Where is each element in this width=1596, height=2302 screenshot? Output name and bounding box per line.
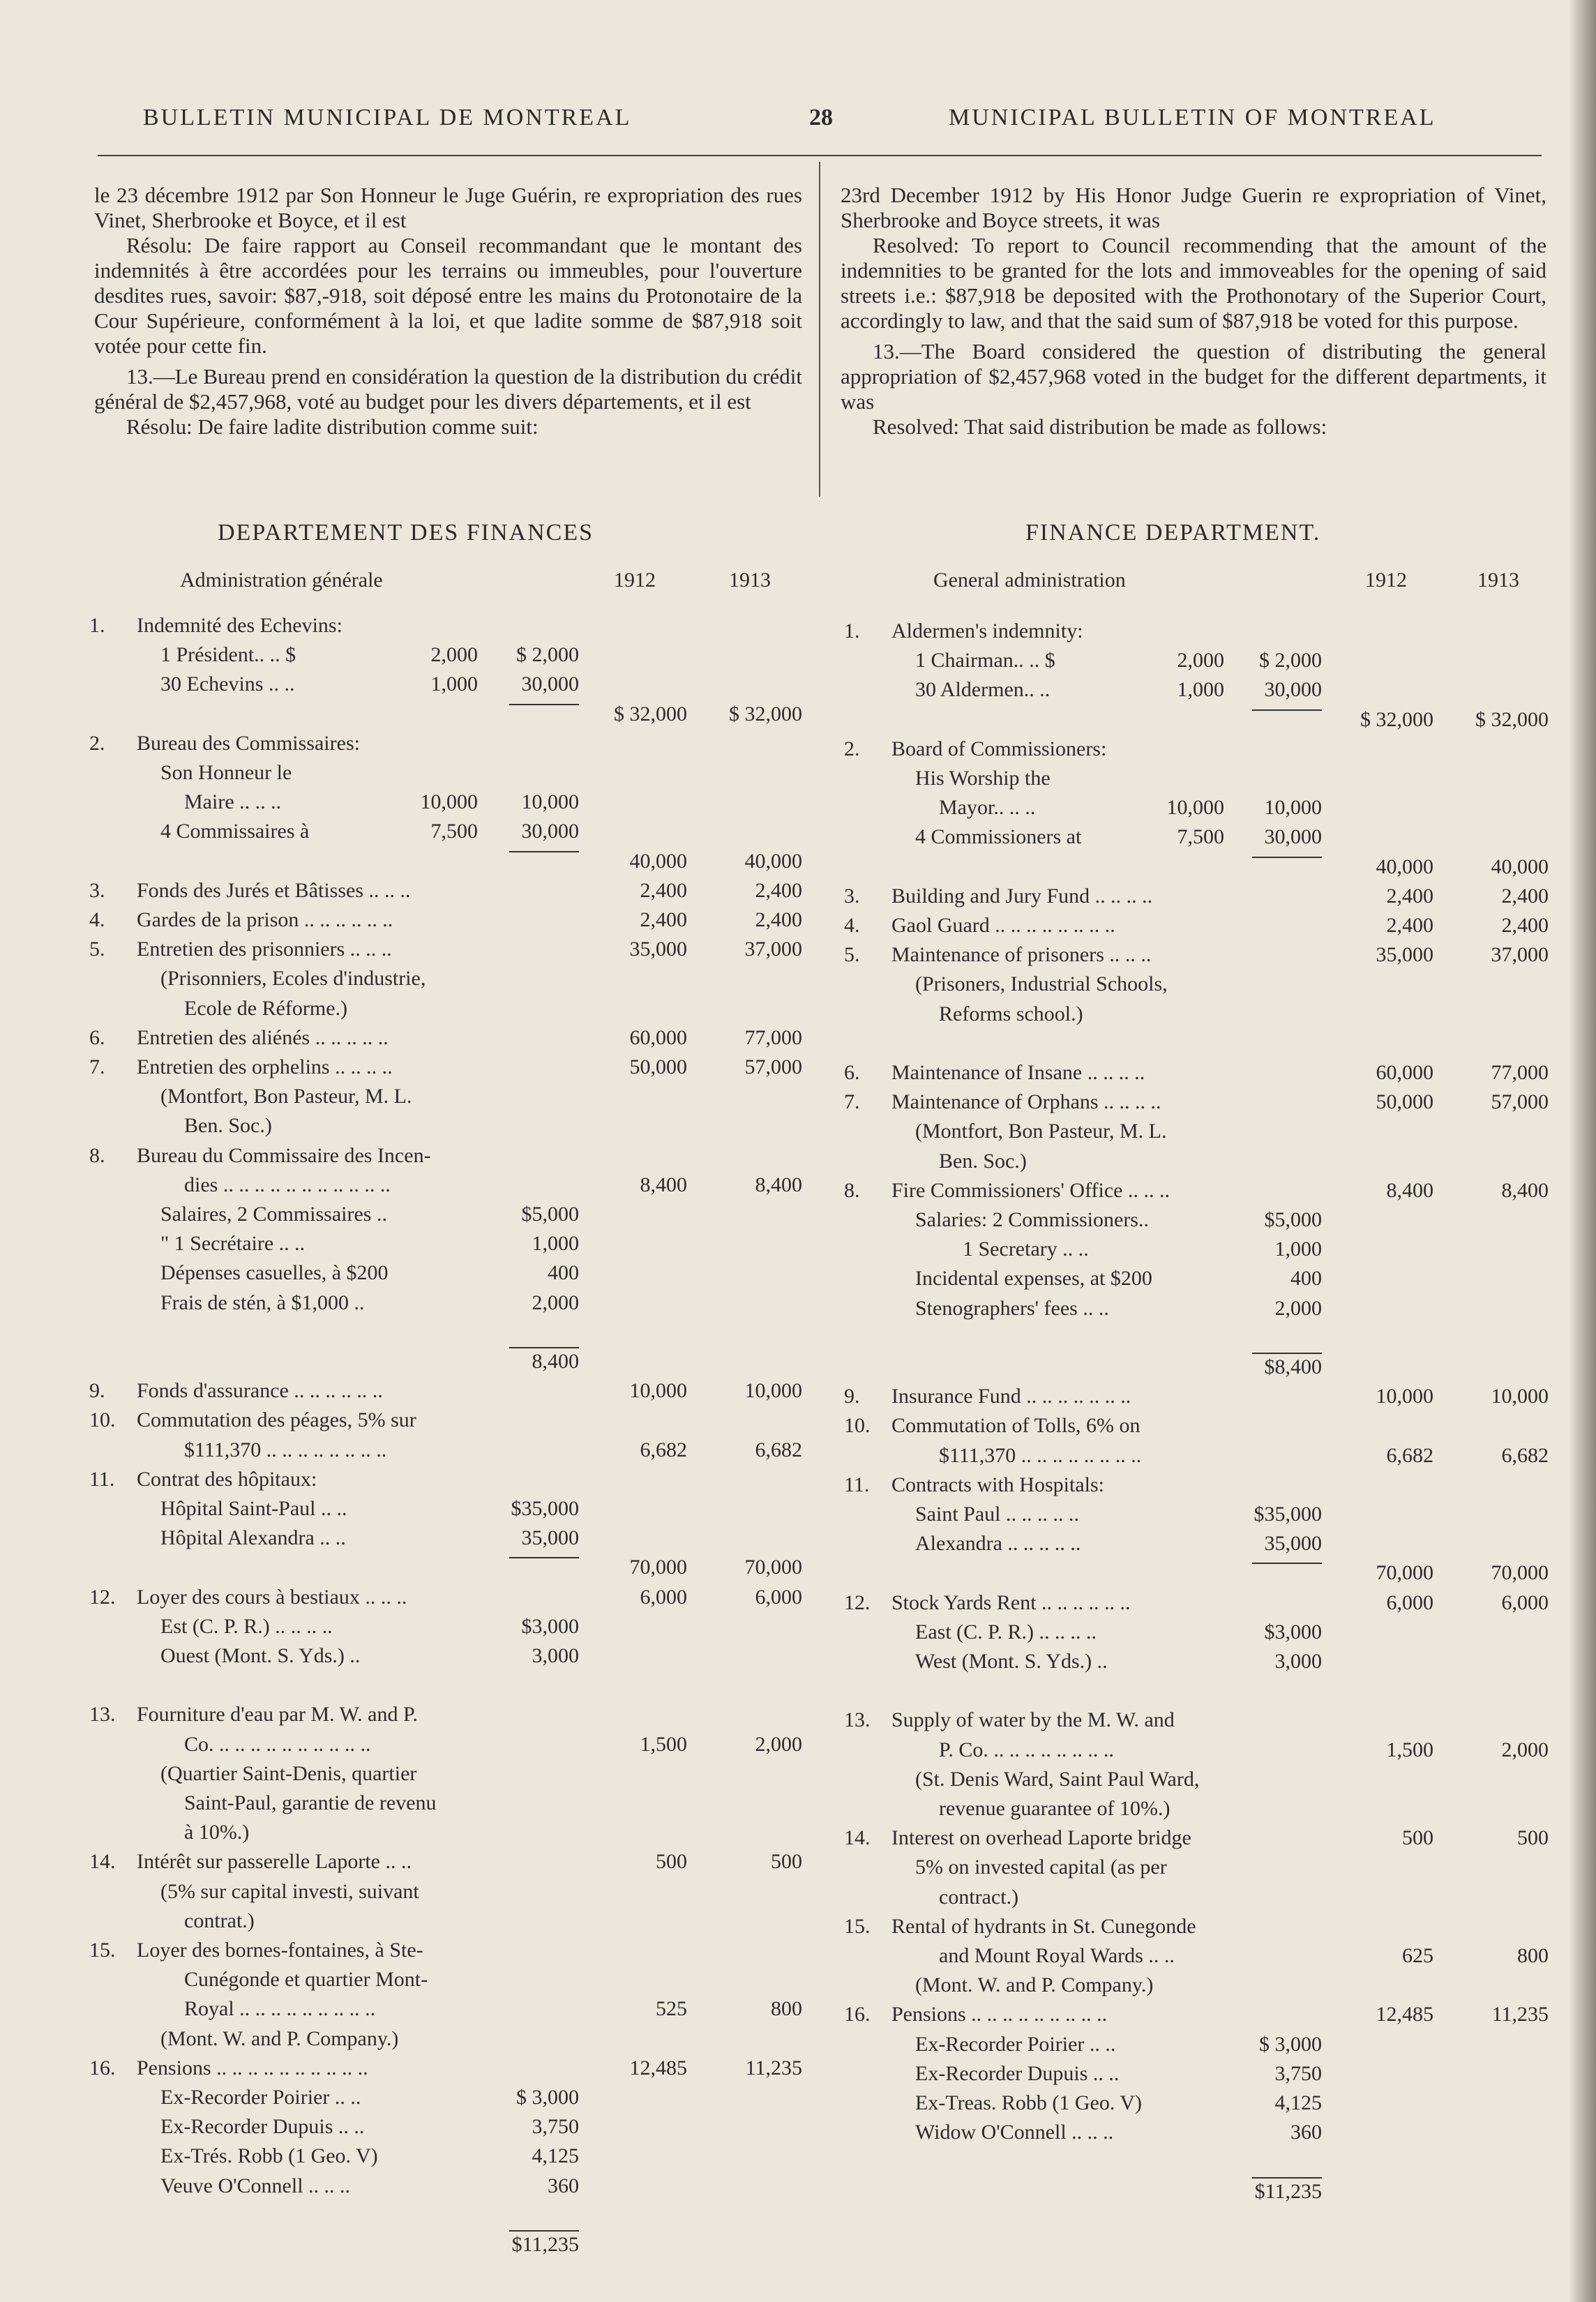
amount-1912: 12,485 [629, 2056, 687, 2079]
item-label: Maire .. .. .. [184, 790, 282, 814]
item-number: 11. [89, 1467, 115, 1491]
subtotal-value: 1,000 [1274, 1237, 1322, 1261]
item-label: Aldermen's indemnity: [891, 619, 1083, 642]
item-label: $111,370 .. .. .. .. .. .. .. .. [939, 1443, 1142, 1467]
item-label: Contrat des hôpitaux: [137, 1467, 317, 1491]
subtotal-value: 2,000 [532, 1291, 579, 1314]
item-number: 1. [844, 619, 860, 642]
item-number: 6. [89, 1025, 105, 1049]
amount-1913: 40,000 [1491, 855, 1549, 878]
item-number: 8. [89, 1143, 105, 1167]
item-label: Mayor.. .. .. [939, 796, 1036, 820]
item-number: 2. [89, 731, 105, 755]
item-label: Stock Yards Rent .. .. .. .. .. .. [891, 1590, 1131, 1614]
item-label: Board of Commissioners: [891, 737, 1107, 760]
item-label: Intérêt sur passerelle Laporte .. .. [137, 1850, 412, 1874]
item-label: (Mont. W. and P. Company.) [915, 1973, 1154, 1997]
amount-1912: 70,000 [1376, 1561, 1433, 1585]
subtotal-value: $ 2,000 [516, 643, 579, 667]
item-label: " 1 Secrétaire .. .. [160, 1232, 306, 1256]
item-label: 1 Secretary .. .. [963, 1237, 1089, 1261]
page-number: 28 [809, 105, 833, 130]
subtotal-rule [509, 1347, 579, 1348]
item-label: Widow O'Connell .. .. .. [915, 2121, 1114, 2144]
item-label: Cunégonde et quartier Mont- [184, 1968, 428, 1992]
english-intro-p3: 13.—The Board considered the question of distributing the general appropriation of $2,457,968 voted in the budget for the different departments, it was [841, 339, 1546, 414]
item-label: Ex-Recorder Poirier .. .. [915, 2032, 1116, 2056]
item-label: Maintenance of Insane .. .. .. .. [891, 1061, 1145, 1084]
item-label: Ben. Soc.) [939, 1149, 1027, 1173]
subtotal-value: $ 3,000 [516, 2086, 579, 2109]
item-label: Ex-Recorder Dupuis .. .. [160, 2115, 365, 2139]
item-label: 4 Commissaires à [160, 820, 310, 843]
item-label: revenue guarantee of 10%.) [939, 1797, 1170, 1820]
item-label: Fire Commissioners' Office .. .. .. [891, 1178, 1170, 1202]
amount-1913: 2,400 [1501, 914, 1549, 937]
item-label: Ex-Treas. Robb (1 Geo. V) [915, 2091, 1142, 2114]
subtotal-rule [509, 704, 579, 705]
item-label: Interest on overhead Laporte bridge [891, 1826, 1191, 1850]
amount-1913: 37,000 [744, 938, 802, 961]
item-label: Ouest (Mont. S. Yds.) .. [160, 1644, 361, 1667]
item-number: 14. [89, 1850, 116, 1874]
french-section-title: DEPARTEMENT DES FINANCES [218, 520, 594, 546]
rate-value: 2,000 [1177, 649, 1224, 672]
subtotal-value: $11,235 [511, 2233, 579, 2256]
item-label: Reforms school.) [939, 1002, 1083, 1025]
item-label: (Prisoners, Industrial Schools, [915, 972, 1168, 996]
item-label: Ben. Soc.) [184, 1114, 272, 1138]
item-label: Building and Jury Fund .. .. .. .. [891, 884, 1153, 908]
english-intro [841, 183, 1546, 439]
item-label: Fonds d'assurance .. .. .. .. .. .. [137, 1379, 383, 1403]
amount-1913: 2,400 [755, 878, 802, 902]
item-label: Salaries: 2 Commissioners.. [915, 1208, 1149, 1231]
amount-1913: 8,400 [755, 1173, 802, 1196]
amount-1913: 6,682 [1501, 1443, 1549, 1467]
subtotal-rule [509, 1557, 579, 1558]
subtotal-rule [1252, 709, 1322, 711]
subtotal-value: 8,400 [532, 1350, 579, 1373]
french-intro-p2: Résolu: De faire rapport au Conseil recommandant que le montant des indemnités à être accordées pour les terrains ou immeubles, pour l'ouverture desdites rues, savoir: $87,-918, soit déposé entre les mains du Protonotaire de la Cour Supérieure, conformément à la loi, et que ladite somme de $87,918 soit votée pour cette fin. [94, 233, 802, 358]
amount-1912: 60,000 [1376, 1061, 1433, 1084]
amount-1912: 60,000 [629, 1025, 687, 1049]
item-label: contrat.) [184, 1909, 255, 1932]
item-label: Gaol Guard .. .. .. .. .. .. .. .. [891, 914, 1115, 937]
subtotal-value: 360 [548, 2174, 579, 2197]
french-year-1913: 1913 [729, 569, 771, 592]
amount-1912: 8,400 [640, 1173, 687, 1196]
subtotal-value: 30,000 [1264, 825, 1322, 849]
subtotal-rule [509, 851, 579, 852]
amount-1912: 50,000 [1376, 1090, 1433, 1114]
subtotal-value: 3,750 [1274, 2061, 1322, 2085]
item-number: 16. [89, 2056, 116, 2079]
subtotal-rule [1252, 1353, 1322, 1354]
english-column-title: General administration [933, 569, 1126, 592]
subtotal-value: 4,125 [1274, 2091, 1322, 2114]
amount-1913: 500 [1517, 1826, 1549, 1850]
amount-1912: 525 [656, 1997, 687, 2021]
item-label: Bureau des Commissaires: [137, 731, 360, 755]
rate-value: 1,000 [430, 672, 478, 696]
amount-1912: 1,500 [1386, 1738, 1433, 1761]
item-number: 3. [89, 878, 105, 902]
item-number: 15. [89, 1939, 116, 1962]
item-label: Hôpital Alexandra .. .. [160, 1526, 346, 1550]
rate-value: 1,000 [1177, 678, 1224, 702]
subtotal-rule [509, 2230, 579, 2232]
english-section-title: FINANCE DEPARTMENT. [1025, 520, 1321, 546]
item-number: 8. [844, 1178, 860, 1202]
amount-1912: 35,000 [629, 938, 687, 961]
amount-1913: 37,000 [1491, 943, 1549, 967]
subtotal-value: 1,000 [532, 1232, 579, 1256]
rate-value: 7,500 [430, 820, 478, 843]
amount-1913: 8,400 [1501, 1178, 1549, 1202]
subtotal-value: 400 [548, 1261, 579, 1285]
amount-1913: 2,400 [755, 908, 802, 931]
column-divider [819, 162, 820, 497]
item-number: 1. [89, 614, 105, 637]
item-label: Fonds des Jurés et Bâtisses .. .. .. [137, 878, 411, 902]
item-label: (Montfort, Bon Pasteur, M. L. [915, 1120, 1167, 1143]
item-label: Pensions .. .. .. .. .. .. .. .. .. [891, 2003, 1108, 2026]
item-number: 2. [844, 737, 860, 760]
amount-1912: 625 [1402, 1944, 1433, 1967]
rate-value: 10,000 [1166, 796, 1224, 820]
amount-1913: $ 32,000 [729, 702, 802, 725]
subtotal-value: 10,000 [521, 790, 579, 814]
item-label: (Prisonniers, Ecoles d'industrie, [160, 967, 426, 991]
english-intro-p1: 23rd December 1912 by His Honor Judge Guerin re expropriation of Vinet, Sherbrooke and Boyce streets, it was [841, 183, 1546, 232]
subtotal-value: 360 [1290, 2121, 1322, 2144]
item-number: 10. [844, 1414, 871, 1438]
item-number: 14. [844, 1826, 871, 1850]
amount-1912: 2,400 [1386, 914, 1433, 937]
subtotal-value: 400 [1290, 1267, 1322, 1291]
amount-1912: 70,000 [629, 1556, 687, 1579]
item-label: Entretien des orphelins .. .. .. .. [137, 1055, 393, 1078]
item-label: 30 Echevins .. .. [160, 672, 295, 696]
amount-1913: 10,000 [744, 1379, 802, 1403]
amount-1913: 2,000 [755, 1732, 802, 1756]
item-label: Ex-Trés. Robb (1 Geo. V) [160, 2144, 378, 2168]
subtotal-value: 35,000 [1264, 1532, 1322, 1556]
item-number: 9. [89, 1379, 105, 1403]
english-intro-p4: Resolved: That said distribution be made as follows: [873, 414, 1327, 439]
amount-1912: 2,400 [640, 908, 687, 931]
item-label: Loyer des bornes-fontaines, à Ste- [137, 1939, 423, 1962]
item-number: 5. [89, 938, 105, 961]
item-label: Commutation des péages, 5% sur [137, 1408, 416, 1432]
amount-1913: 11,235 [745, 2056, 802, 2079]
item-label: (St. Denis Ward, Saint Paul Ward, [915, 1767, 1200, 1791]
item-label: $111,370 .. .. .. .. .. .. .. .. [184, 1438, 387, 1461]
item-label: Incidental expenses, at $200 [915, 1267, 1152, 1291]
amount-1913: 40,000 [744, 849, 802, 873]
english-year-1912: 1912 [1365, 569, 1407, 592]
rate-value: 2,000 [430, 643, 478, 667]
subtotal-value: $ 3,000 [1259, 2032, 1322, 2056]
amount-1913: 6,682 [755, 1438, 802, 1461]
item-number: 7. [89, 1055, 105, 1078]
amount-1912: 6,000 [640, 1585, 687, 1609]
amount-1912: 8,400 [1386, 1178, 1433, 1202]
subtotal-rule [1252, 1563, 1322, 1564]
item-label: Veuve O'Connell .. .. .. [160, 2174, 351, 2197]
amount-1913: 800 [1517, 1944, 1549, 1967]
item-number: 5. [844, 943, 860, 967]
item-label: 5% on invested capital (as per [915, 1856, 1167, 1879]
amount-1912: 40,000 [1376, 855, 1433, 878]
subtotal-value: 30,000 [521, 672, 579, 696]
french-year-1912: 1912 [614, 569, 656, 592]
item-label: Loyer des cours à bestiaux .. .. .. [137, 1585, 407, 1609]
item-label: Salaires, 2 Commissaires .. [160, 1203, 387, 1226]
amount-1912: 2,400 [1386, 884, 1433, 908]
amount-1912: $ 32,000 [614, 702, 687, 725]
subtotal-value: 30,000 [521, 820, 579, 843]
header-rule [98, 155, 1542, 156]
french-intro-p3: 13.—Le Bureau prend en considération la question de la distribution du crédit général de $2,457,968, voté au budget pour les divers départements, et il est [94, 364, 802, 414]
amount-1913: 57,000 [1491, 1090, 1549, 1114]
amount-1912: 10,000 [629, 1379, 687, 1403]
item-label: Ecole de Réforme.) [184, 996, 348, 1020]
item-label: West (Mont. S. Yds.) .. [915, 1650, 1108, 1673]
item-label: à 10%.) [184, 1821, 250, 1844]
amount-1912: 2,400 [640, 878, 687, 902]
item-label: Fourniture d'eau par M. W. and P. [137, 1703, 418, 1727]
subtotal-rule [1252, 857, 1322, 858]
amount-1913: 77,000 [744, 1025, 802, 1049]
amount-1912: 500 [1402, 1826, 1433, 1850]
subtotal-value: 30,000 [1264, 678, 1322, 702]
item-label: Ex-Recorder Poirier .. .. [160, 2086, 361, 2109]
item-number: 6. [844, 1061, 860, 1084]
subtotal-value: $35,000 [1254, 1503, 1322, 1526]
amount-1912: 500 [656, 1850, 687, 1874]
item-label: Frais de stén, à $1,000 .. [160, 1291, 365, 1314]
item-number: 11. [844, 1473, 870, 1496]
subtotal-value: $11,235 [1254, 2179, 1322, 2203]
item-number: 16. [844, 2003, 871, 2026]
subtotal-value: 10,000 [1264, 796, 1322, 820]
item-label: P. Co. .. .. .. .. .. .. .. .. [939, 1738, 1114, 1761]
subtotal-value: $35,000 [511, 1497, 579, 1520]
subtotal-value: $3,000 [1264, 1620, 1322, 1643]
subtotal-value: 35,000 [521, 1526, 579, 1550]
item-label: Insurance Fund .. .. .. .. .. .. .. [891, 1385, 1131, 1408]
item-label: (Montfort, Bon Pasteur, M. L. [160, 1085, 412, 1108]
amount-1912: 12,485 [1376, 2003, 1433, 2026]
item-label: 30 Aldermen.. .. [915, 678, 1051, 702]
item-label: 4 Commissioners at [915, 825, 1082, 849]
item-label: Entretien des prisonniers .. .. .. [137, 938, 392, 961]
item-number: 4. [89, 908, 105, 931]
amount-1912: 40,000 [629, 849, 687, 873]
item-label: Commutation of Tolls, 6% on [891, 1414, 1140, 1438]
rate-value: 10,000 [420, 790, 478, 814]
item-label: Est (C. P. R.) .. .. .. .. [160, 1614, 333, 1638]
item-label: Ex-Recorder Dupuis .. .. [915, 2061, 1120, 2085]
item-number: 7. [844, 1090, 860, 1114]
item-label: contract.) [939, 1885, 1019, 1909]
item-number: 15. [844, 1914, 871, 1938]
subtotal-value: $5,000 [1264, 1208, 1322, 1231]
amount-1912: 6,682 [1386, 1443, 1433, 1467]
running-header-french: BULLETIN MUNICIPAL DE MONTREAL [143, 105, 632, 130]
item-number: 4. [844, 914, 860, 937]
amount-1913: 800 [771, 1997, 802, 2021]
amount-1913: 500 [771, 1850, 802, 1874]
item-label: Entretien des aliénés .. .. .. .. .. [137, 1025, 389, 1049]
item-label: Alexandra .. .. .. .. .. [915, 1532, 1081, 1556]
item-label: 1 Chairman.. .. $ [915, 649, 1055, 672]
french-intro-p1: le 23 décembre 1912 par Son Honneur le Juge Guérin, re expropriation des rues Vinet, Sherbrooke et Boyce, et il est [94, 183, 802, 232]
item-label: Pensions .. .. .. .. .. .. .. .. .. .. [137, 2056, 368, 2079]
french-intro-p4: Résolu: De faire ladite distribution comme suit: [126, 414, 539, 439]
item-label: Dépenses casuelles, à $200 [160, 1261, 389, 1285]
subtotal-value: 3,000 [1274, 1650, 1322, 1673]
amount-1912: 50,000 [629, 1055, 687, 1078]
amount-1913: 70,000 [1491, 1561, 1549, 1585]
subtotal-value: $ 2,000 [1259, 649, 1322, 672]
item-label: (Quartier Saint-Denis, quartier [160, 1761, 417, 1785]
amount-1913: 77,000 [1491, 1061, 1549, 1084]
english-intro-p2: Resolved: To report to Council recommending that the amount of the indemnities to be granted for the lots and immoveables for the opening of said streets i.e.: $87,918 be deposited with the Prothonotary of the Superior Court, accordingly to law, and that the said sum of $87,918 be voted for this purpose. [841, 233, 1546, 333]
amount-1912: 6,000 [1386, 1590, 1433, 1614]
subtotal-value: 3,000 [532, 1644, 579, 1667]
subtotal-value: $8,400 [1264, 1355, 1322, 1378]
subtotal-value: 3,750 [532, 2115, 579, 2139]
subtotal-rule [1252, 2177, 1322, 2179]
item-label: (Mont. W. and P. Company.) [160, 2026, 399, 2050]
amount-1913: 6,000 [755, 1585, 802, 1609]
item-label: dies .. .. .. .. .. .. .. .. .. .. .. [184, 1173, 391, 1196]
english-year-1913: 1913 [1477, 569, 1519, 592]
subtotal-value: $3,000 [521, 1614, 579, 1638]
item-label: Stenographers' fees .. .. [915, 1296, 1109, 1320]
amount-1912: 35,000 [1376, 943, 1433, 967]
amount-1913: 6,000 [1501, 1590, 1549, 1614]
item-label: Co. .. .. .. .. .. .. .. .. .. .. [184, 1732, 371, 1756]
item-number: 10. [89, 1408, 116, 1432]
amount-1913: 11,235 [1491, 2003, 1549, 2026]
item-number: 12. [844, 1590, 871, 1614]
item-number: 13. [844, 1708, 871, 1732]
running-header-english: MUNICIPAL BULLETIN OF MONTREAL [949, 105, 1436, 130]
amount-1913: 2,000 [1501, 1738, 1549, 1761]
rate-value: 7,500 [1177, 825, 1224, 849]
amount-1912: 6,682 [640, 1438, 687, 1461]
amount-1913: 57,000 [744, 1055, 802, 1078]
french-column-title: Administration générale [180, 569, 383, 592]
item-number: 13. [89, 1703, 116, 1727]
item-label: Maintenance of Orphans .. .. .. .. [891, 1090, 1161, 1114]
item-number: 9. [844, 1385, 860, 1408]
amount-1913: 10,000 [1491, 1385, 1549, 1408]
item-label: Maintenance of prisoners .. .. .. [891, 943, 1152, 967]
amount-1913: $ 32,000 [1475, 707, 1549, 731]
item-label: Royal .. .. .. .. .. .. .. .. .. [184, 1997, 376, 2021]
item-label: Saint-Paul, garantie de revenu [184, 1791, 437, 1814]
amount-1913: 2,400 [1501, 884, 1549, 908]
item-label: Rental of hydrants in St. Cunegonde [891, 1914, 1196, 1938]
item-label: Indemnité des Echevins: [137, 614, 342, 637]
page-edge-shadow [1568, 0, 1596, 2302]
item-number: 12. [89, 1585, 116, 1609]
item-label: Saint Paul .. .. .. .. .. [915, 1503, 1080, 1526]
item-label: Hôpital Saint-Paul .. .. [160, 1497, 347, 1520]
item-label: His Worship the [915, 767, 1051, 790]
item-label: and Mount Royal Wards .. .. [939, 1944, 1175, 1967]
subtotal-value: $5,000 [521, 1203, 579, 1226]
item-label: Son Honneur le [160, 761, 292, 784]
item-label: 1 Président.. .. $ [160, 643, 296, 667]
subtotal-value: 2,000 [1274, 1296, 1322, 1320]
amount-1913: 70,000 [744, 1556, 802, 1579]
item-label: Contracts with Hospitals: [891, 1473, 1104, 1496]
item-label: East (C. P. R.) .. .. .. .. [915, 1620, 1097, 1643]
item-label: (5% sur capital investi, suivant [160, 1879, 419, 1903]
amount-1912: $ 32,000 [1360, 707, 1433, 731]
french-intro [94, 183, 802, 439]
item-label: Gardes de la prison .. .. .. .. .. .. [137, 908, 393, 931]
amount-1912: 1,500 [640, 1732, 687, 1756]
amount-1912: 10,000 [1376, 1385, 1433, 1408]
subtotal-value: 4,125 [532, 2144, 579, 2168]
item-number: 3. [844, 884, 860, 908]
item-label: Bureau du Commissaire des Incen- [137, 1143, 431, 1167]
item-label: Supply of water by the M. W. and [891, 1708, 1175, 1732]
